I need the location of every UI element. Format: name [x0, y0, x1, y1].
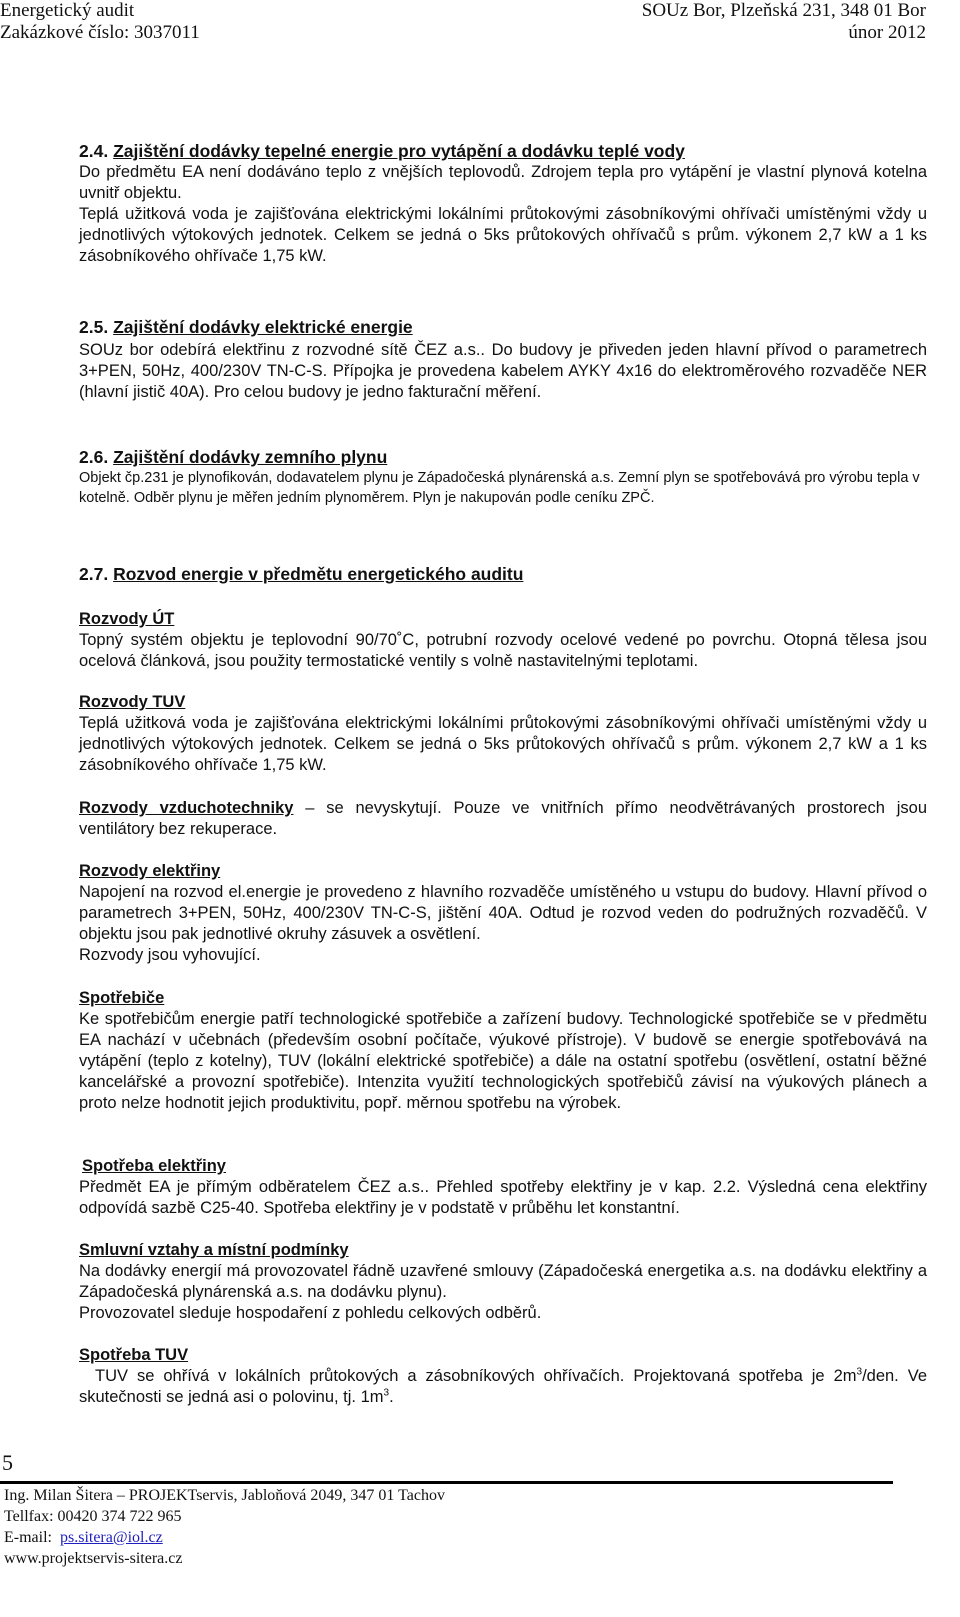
subsection-spotrebice	[79, 988, 927, 1114]
superscript: 3	[856, 1366, 863, 1378]
subsection-spotreba-elektriny	[79, 1156, 927, 1219]
paragraph: Objekt čp.231 je plynofikován, dodavatelem plynu je Západočeská plynárenská a.s. Zemní plyn se spotřebovává pro výrobu tepla v kotelně. Odběr plynu je měřen jedním plynoměrem. Plyn je nakupován podle ceníku ZPČ.	[79, 470, 920, 506]
section-number: 2.7.	[79, 564, 109, 584]
page-header-top	[0, 0, 926, 22]
section-title: Zajištění dodávky tepelné energie pro vytápění a dodávku teplé vody	[113, 141, 685, 161]
paragraph: Do předmětu EA není dodáváno teplo z vnějších teplovodů. Zdrojem tepla pro vytápění je vlastní plynová kotelna uvnitř objektu.	[79, 163, 927, 202]
section-title: Zajištění dodávky zemního plynu	[113, 447, 388, 467]
paragraph: Ke spotřebičům energie patří technologické spotřebiče a zařízení budovy. Technologické spotřebiče se v předmětu EA nachází v učebnách (především osobní počítače, výukové přístroje). V budově se energie spotřebovává na vytápění (teplo z kotelny), TUV (lokální elektrické spotřebiče) a dále na ostatní spotřebu (osvětlení, ostatní běžné kancelářské a provozní spotřebiče). Intenzita využití technologických spotřebičů závisí na výukových plánech a proto nelze hodnotit jejich produktivitu, popř. měrnou spotřebu na výrobek.	[79, 1010, 927, 1112]
paragraph: Na dodávky energií má provozovatel řádně uzavřené smlouvy (Západočeská energetika a.s. na dodávku elektřiny a Západočeská plynárenská a.s. na dodávku plynu).	[79, 1262, 927, 1301]
paragraph	[79, 798, 927, 840]
subsection-heading: Rozvody vzduchotechniky	[79, 799, 294, 817]
section-heading	[79, 316, 927, 338]
footer-author: Ing. Milan Šitera – PROJEKTservis, Jabloňová 2049, 347 01 Tachov	[4, 1487, 445, 1504]
superscript: 3	[383, 1387, 390, 1399]
paragraph: Napojení na rozvod el.energie je provedeno z hlavního rozvaděče umístěného u vstupu do budovy. Hlavní přívod o parametrech 3+PEN, 50Hz, 400/230V TN-C-S, jištění 40A. Odtud je rozvod veden do podružných rozvaděčů. V objektu jsou pak jednotlivé okruhy zásuvek a osvětlení.	[79, 883, 927, 943]
footer-email-label: E-mail:	[4, 1529, 60, 1546]
subsection-rozvody-elektriny	[79, 861, 927, 966]
subsection-spotreba-tuv	[79, 1345, 927, 1408]
subsection-rozvody-tuv	[79, 692, 927, 776]
subsection-heading: Spotřeba elektřiny	[82, 1157, 226, 1175]
subsection-heading: Rozvody elektřiny	[79, 862, 221, 880]
paragraph: Rozvody jsou vyhovující.	[79, 946, 261, 964]
paragraph-text: – se nevyskytují. Pouze ve vnitřních přímo neodvětrávaných prostorech jsou ventilátory bez rekuperace.	[79, 799, 927, 838]
paragraph-text: /den. Ve skutečnosti se jedná asi o polovinu, tj. 1m	[79, 1367, 927, 1406]
section-heading	[79, 563, 927, 585]
subsection-heading: Spotřeba TUV	[79, 1346, 189, 1364]
header-order-number: Zakázkové číslo: 3037011	[0, 22, 200, 43]
paragraph-text: TUV se ohřívá v lokálních průtokových a zásobníkových ohřívačích. Projektovaná spotřeba je 2m	[95, 1367, 857, 1385]
paragraph-text: .	[389, 1388, 394, 1406]
section-title: Rozvod energie v předmětu energetického auditu	[113, 564, 524, 584]
section-number: 2.5.	[79, 317, 109, 337]
section-heading	[79, 140, 927, 162]
subsection-heading: Rozvody ÚT	[79, 610, 175, 628]
section-number: 2.4.	[79, 141, 109, 161]
section-title: Zajištění dodávky elektrické energie	[113, 317, 413, 337]
footer-email-line	[4, 1527, 445, 1548]
paragraph: Teplá užitková voda je zajišťována elektrickými lokálními průtokovými zásobníkovými ohřívači umístěnými vždy u jednotlivých výtokových jednotek. Celkem se jedná o 5ks průtokových ohřívačů s prům. výkonem 2,7 kW a 1 ks zásobníkového ohřívače 1,75 kW.	[79, 714, 927, 774]
subsection-smluvni-vztahy	[79, 1240, 927, 1324]
header-address: SOUz Bor, Plzeňská 231, 348 01 Bor	[641, 0, 926, 21]
page-number: 5	[2, 1450, 13, 1475]
paragraph: Předmět EA je přímým odběratelem ČEZ a.s.. Přehled spotřeby elektřiny je v kap. 2.2. Výsledná cena elektřiny odpovídá sazbě C25-40. Spotřeba elektřiny je v podstatě v průběhu let konstantní.	[79, 1178, 927, 1217]
subsection-rozvody-vzduchotechniky	[79, 798, 927, 840]
footer-divider	[0, 1481, 893, 1484]
section-2-5	[79, 316, 927, 403]
paragraph	[79, 1366, 927, 1408]
section-heading	[79, 446, 927, 468]
section-number: 2.6.	[79, 447, 109, 467]
subsection-heading: Spotřebiče	[79, 989, 165, 1007]
paragraph: Provozovatel sleduje hospodaření z pohledu celkových odběrů.	[79, 1304, 542, 1322]
section-2-6	[79, 446, 927, 508]
paragraph: Teplá užitková voda je zajišťována elektrickými lokálními průtokovými zásobníkovými ohřívači umístěnými vždy u jednotlivých výtokových jednotek. Celkem se jedná o 5ks průtokových ohřívačů s prům. výkonem 2,7 kW a 1 ks zásobníkového ohřívače 1,75 kW.	[79, 205, 927, 265]
page-footer	[4, 1485, 445, 1569]
header-document-type: Energetický audit	[0, 0, 135, 21]
subsection-heading: Rozvody TUV	[79, 693, 186, 711]
footer-email-link[interactable]: ps.sitera@iol.cz	[59, 1529, 163, 1546]
paragraph: SOUz bor odebírá elektřinu z rozvodné sítě ČEZ a.s.. Do budovy je přiveden jeden hlavní přívod o parametrech 3+PEN, 50Hz, 400/230V TN-C-S. Přípojka je provedena kabelem AYKY 4x16 do elektroměrového rozvaděče NER (hlavní jistič 40A). Pro celou budovy je jedno fakturační měření.	[79, 341, 927, 401]
paragraph: Topný systém objektu je teplovodní 90/70˚C, potrubní rozvody ocelové vedené po povrchu. Otopná tělesa jsou ocelová článková, jsou použity termostatické ventily s volně nastavitelnými teplotami.	[79, 631, 927, 670]
subsection-rozvody-ut	[79, 609, 927, 672]
footer-website[interactable]: www.projektservis-sitera.cz	[4, 1550, 183, 1567]
page-header-bottom	[0, 22, 926, 44]
subsection-heading: Smluvní vztahy a místní podmínky	[79, 1241, 349, 1259]
section-2-4	[79, 140, 927, 267]
footer-phone: Tellfax: 00420 374 722 965	[4, 1508, 182, 1525]
header-date: únor 2012	[848, 22, 926, 43]
section-2-7	[79, 563, 927, 585]
